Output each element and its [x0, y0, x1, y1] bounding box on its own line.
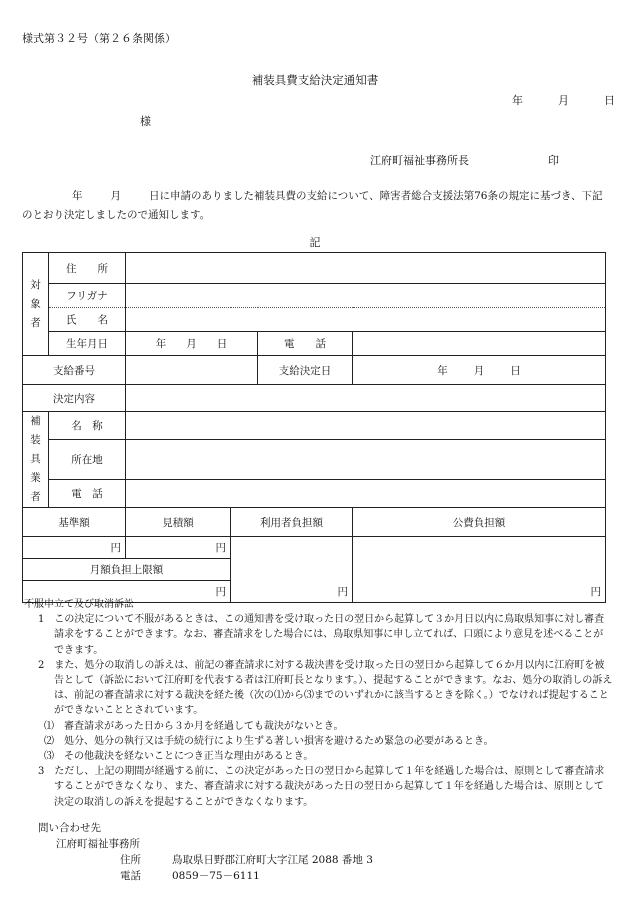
contact-phone-label: 電話: [120, 870, 141, 882]
phone-value[interactable]: [353, 332, 606, 356]
vendor-location-value[interactable]: [126, 440, 606, 480]
addressee-suffix: 様: [140, 115, 151, 128]
vendor-phone-value[interactable]: [126, 479, 606, 507]
decision-content-value[interactable]: [126, 385, 606, 412]
note-subitem-2: ⑵ 処分、処分の執行又は手続の続行により生ずる著しい損害を避けるため緊急の必要があるとき。: [44, 735, 494, 747]
appeal-notes: [24, 597, 613, 810]
contact-address-label: 住所: [120, 854, 141, 866]
decision-table: [22, 252, 606, 603]
intro-month: 月: [110, 190, 121, 202]
monthly-limit-label: 月額負担上限額: [23, 559, 231, 581]
contact-heading: 問い合わせ先: [38, 822, 101, 834]
decision-date-value[interactable]: 年 月 日: [353, 356, 606, 385]
note-item-1: 1 この決定について不服があるときは、この通知書を受け取った日の翌日から起算して３か月日以内に鳥取県知事に対し審査請求をすることができます。なお、審査請求をした場合には、鳥取県知事に申し立てれば、口頭により意見を述べることができます。: [38, 614, 605, 656]
note-subitem-1: ⑴ 審査請求があった日から３か月を経過しても裁決がないとき。: [44, 720, 344, 732]
note-item-3: 3 ただし、上記の期間が経過する前に、この決定があった日の翌日から起算して１年を経過した場合は、原則として審査請求することができなくなり、また、審査請求に対する裁決があった日の翌日から起算して１年を経過した場合は、原則として決定の取消しの訴えを提起することができなくなります。: [38, 766, 605, 808]
furigana-label: フリガナ: [49, 284, 126, 308]
address-label: 住 所: [49, 253, 126, 284]
user-burden-label: 利用者負担額: [231, 508, 353, 537]
seal-mark: 印: [548, 154, 559, 167]
contact-phone: 0859－75－6111: [172, 870, 260, 882]
intro-year: 年: [72, 190, 83, 202]
public-burden-label: 公費負担額: [353, 508, 606, 537]
contact-office: 江府町福祉事務所: [56, 838, 140, 850]
vendor-label: 補装具業者: [23, 412, 49, 508]
note-item-2: 2 また、処分の取消しの訴えは、前記の審査請求に対する裁決書を受け取った日の翌日から起算して６か月以内に江府町を被告として（訴訟において江府町を代表する者は江府町長となります。）、提起することができます。なお、処分の取消しの訴えは、前記の審査請求に対する裁決を経た後（次の⑴から⑶までのいずれかに該当するときを除く。）でなければ提起することができないこととされています。: [38, 659, 613, 717]
public-burden-value[interactable]: 円: [353, 537, 606, 603]
intro-paragraph: [22, 187, 610, 225]
contact-address: 鳥取県日野郡江府町大字江尾 2088 番地 3: [172, 854, 373, 866]
date-day: 日: [604, 94, 615, 107]
date-month: 月: [558, 94, 569, 107]
monthly-limit-value[interactable]: 円: [23, 581, 231, 603]
base-amount-value[interactable]: 円: [23, 537, 126, 559]
phone-label: 電 話: [258, 332, 353, 356]
ki-heading: 記: [309, 236, 321, 249]
payment-number-value[interactable]: [126, 356, 258, 385]
decision-date-label: 支給決定日: [258, 356, 353, 385]
note-subitem-3: ⑶ その他裁決を経ないことにつき正当な理由があるとき。: [44, 751, 314, 763]
form-number: 様式第３２号（第２６条関係）: [22, 32, 176, 45]
payment-number-label: 支給番号: [23, 356, 126, 385]
vendor-phone-label: 電 話: [49, 479, 126, 507]
birth-date-label: 生年月日: [49, 332, 126, 356]
name-label: 氏 名: [49, 308, 126, 332]
furigana-value[interactable]: [126, 284, 606, 308]
estimate-value[interactable]: 円: [126, 537, 231, 559]
document-title: 補装具費支給決定通知書: [251, 73, 379, 87]
user-burden-value[interactable]: 円: [231, 537, 353, 603]
issuer: 江府町福祉事務所長: [370, 154, 469, 167]
issue-date: [512, 92, 615, 108]
vendor-location-label: 所在地: [49, 440, 126, 480]
base-amount-label: 基準額: [23, 508, 126, 537]
birth-date-value[interactable]: 年 月 日: [126, 332, 258, 356]
intro-text: 日に申請のありました補装具費の支給について、障害者総合支援法第76条の規定に基づき、下記のとおり決定しましたので通知します。: [22, 190, 603, 221]
contact-phone-row: [120, 868, 598, 884]
notes-heading: 不服申立て及び取消訴訟: [24, 599, 134, 610]
decision-content-label: 決定内容: [23, 385, 126, 412]
contact-address-row: [120, 852, 598, 868]
address-value[interactable]: [126, 253, 606, 284]
target-person-label: 対象者: [23, 253, 49, 356]
estimate-label: 見積額: [126, 508, 231, 537]
contact-block: [38, 820, 598, 884]
name-value[interactable]: [126, 308, 606, 332]
vendor-name-value[interactable]: [126, 412, 606, 440]
date-year: 年: [512, 94, 523, 107]
vendor-name-label: 名 称: [49, 412, 126, 440]
